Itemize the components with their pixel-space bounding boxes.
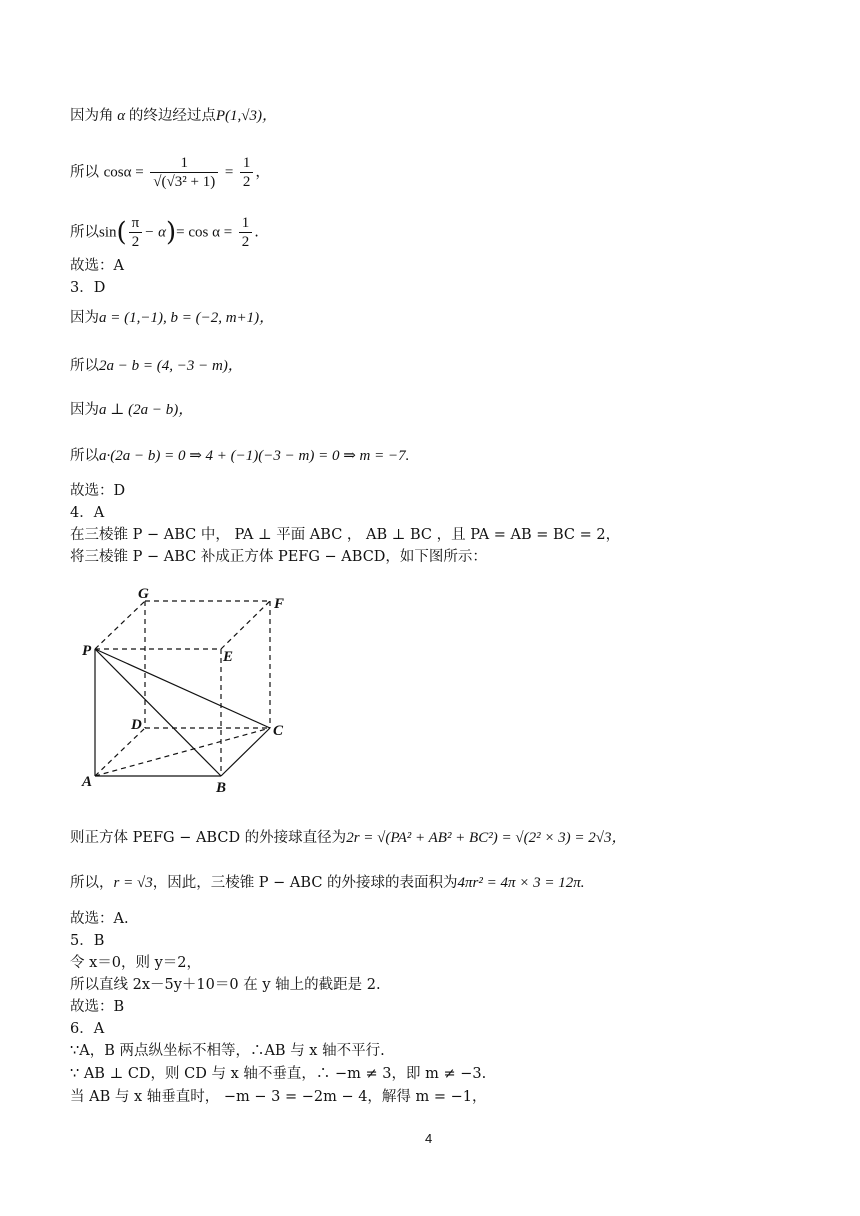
cos-alpha-expr: cosα = [103,164,144,181]
text-line-7 [70,356,243,376]
frac-num: 1 [150,154,218,173]
line-14-text: 则正方体 PEFG − ABCD 的外接球直径为 [70,830,347,846]
edge-pc [95,649,270,728]
fraction-half [240,154,254,191]
edge-pg [95,601,145,649]
label-b: B [216,780,227,796]
edge-ef [221,601,270,649]
answer-2: 故选：A [70,258,124,274]
half-den: 2 [242,174,251,190]
fraction-cos [150,154,218,191]
edge-ad [95,728,145,776]
page-number: 4 [425,1131,433,1146]
point-p: P(1,√3)， [215,108,278,124]
vector-diff: 2a − b = (4, −3 − m)， [99,358,243,374]
label-g: G [138,586,149,602]
fraction-pi-2 [129,214,143,251]
question-3-heading: 3．D [70,280,106,296]
question-4-heading: 4．A [70,505,105,521]
text-line-12: 在三棱锥 P − ABC 中， PA ⊥ 平面 ABC ， AB ⊥ BC ，且 PA = AB = BC = 2， [70,527,621,543]
right-paren: ) [166,217,177,248]
surface-area-expr: 4πr² = 4π × 3 = 12π. [457,875,585,891]
label-d: D [131,717,142,733]
text-line-2 [70,154,270,191]
line-9-text: 所以 [70,448,99,464]
text-line-13: 将三棱锥 P − ABC 补成正方体 PEFG − ABCD，如下图所示： [70,549,487,565]
answer-3: 故选：D [70,483,126,499]
cube-figure [78,583,308,798]
line-1-text: 因为角 [70,108,114,124]
line-15-text: 所以， [70,875,114,891]
left-paren: ( [116,217,127,248]
text-line-24: 当 AB 与 x 轴垂直时， −m − 3 = −2m − 4，解得 m = −1， [70,1089,487,1105]
frac-den: √(√3² + 1) [153,174,216,190]
half-num: 1 [240,154,254,173]
edge-ac [95,728,270,776]
pi-den: 2 [131,234,140,250]
line-1-mid: 的终边经过点 [128,108,216,124]
text-line-9 [70,446,409,466]
label-f: F [274,596,285,612]
equals-sign: = [224,164,234,181]
text-line-22: ∵A，B 两点纵坐标不相等，∴AB 与 x 轴不平行. [70,1043,385,1059]
line-15-mid: ，因此，三棱锥 P − ABC 的外接球的表面积为 [152,875,458,891]
text-line-23: ∵ AB ⊥ CD，则 CD 与 x 轴不垂直，∴ −m ≠ 3，即 m ≠ −3. [70,1066,487,1082]
text-line-8 [70,400,193,420]
line-3-end: . [254,224,259,241]
answer-5: 故选：B [70,999,125,1015]
minus-alpha: − α [144,224,166,241]
label-p: P [82,643,92,659]
pi-num: π [129,214,143,233]
answer-4: 故选：A. [70,911,129,927]
text-line-3 [70,214,259,251]
text-line-6 [70,308,274,328]
question-6-heading: 6．A [70,1021,105,1037]
fraction-half-2 [239,214,253,251]
vector-def: a = (1,−1), b = (−2, m+1)， [99,310,275,326]
text-line-19: 所以直线 2x－5y＋10＝0 在 y 轴上的截距是 2. [70,977,381,993]
half2-num: 1 [239,214,253,233]
line-3-text: 所以 [70,224,99,241]
cos-alpha-eq: = cos α = [176,224,233,241]
label-e: E [223,649,234,665]
sin-label: sin [99,224,117,241]
edge-pb [95,649,221,776]
line-2-text: 所以 [70,164,99,181]
line-7-text: 所以 [70,358,99,374]
perpendicular: a ⊥ (2a − b)， [99,402,194,418]
dot-product: a·(2a − b) = 0 ⇒ 4 + (−1)(−3 − m) = 0 ⇒ m = −7. [99,448,410,464]
text-line-1 [70,106,277,126]
half2-den: 2 [241,234,250,250]
line-6-text: 因为 [70,310,99,326]
text-line-14 [70,828,627,848]
line-8-text: 因为 [70,402,99,418]
text-line-18: 令 x＝0，则 y＝2， [70,955,202,971]
line-2-end: ， [255,164,270,181]
text-line-15 [70,873,585,893]
label-a: A [82,774,93,790]
label-c: C [273,723,284,739]
question-5-heading: 5．B [70,933,105,949]
alpha-symbol: α [113,108,129,124]
radius-expr: r = √3 [113,875,153,891]
diameter-expr: 2r = √(PA² + AB² + BC²) = √(2² × 3) = 2√3， [346,830,627,846]
